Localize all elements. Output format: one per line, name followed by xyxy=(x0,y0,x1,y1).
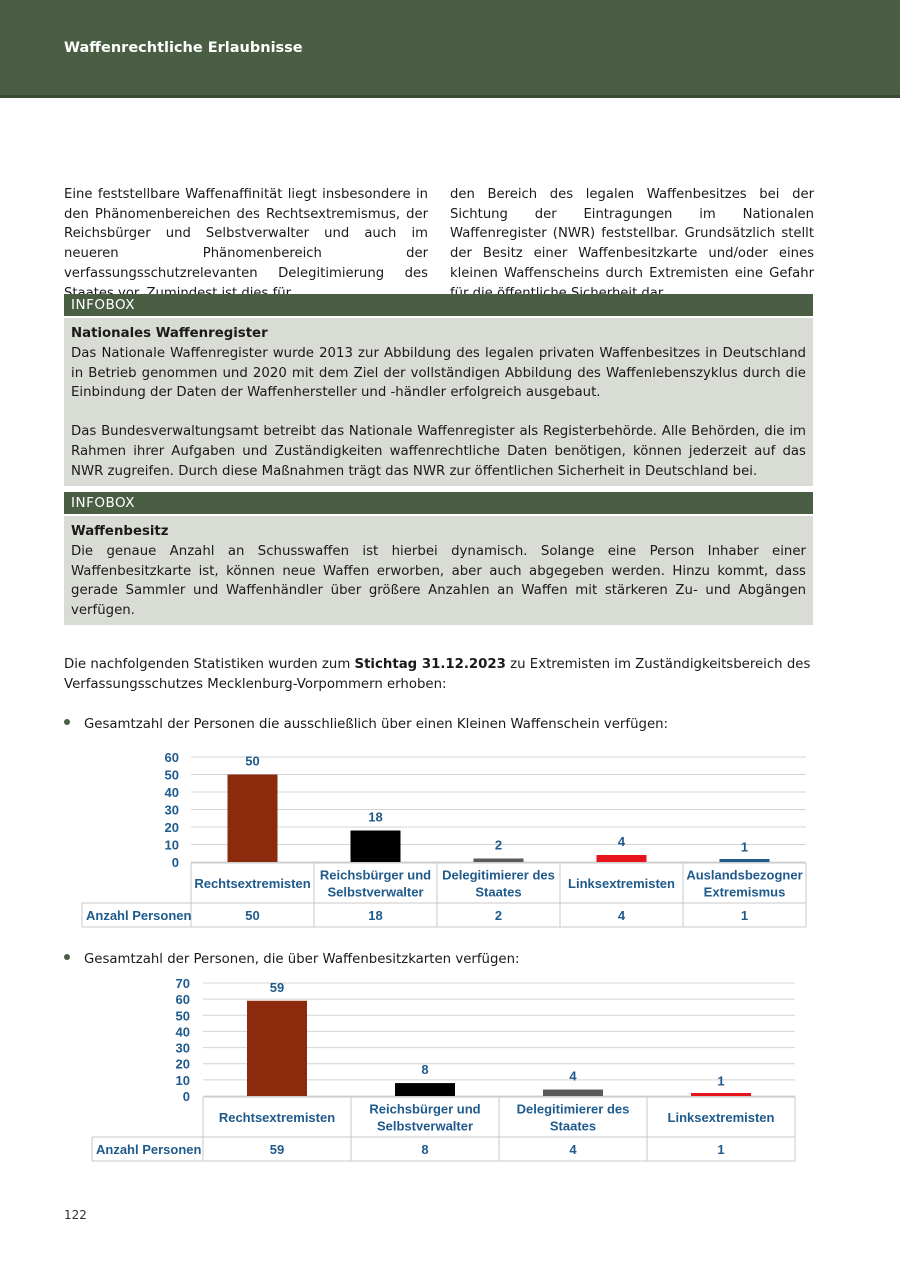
y-tick-label: 60 xyxy=(175,992,190,1008)
category-label: Linksextremisten xyxy=(568,876,675,891)
intro-stichtag: Stichtag 31.12.2023 xyxy=(354,657,506,672)
category-label: Reichsbürger und xyxy=(319,867,432,883)
y-tick-label: 40 xyxy=(164,785,179,800)
page-number: 122 xyxy=(64,1208,87,1222)
category-label: Selbstverwalter xyxy=(327,884,424,900)
bar xyxy=(543,1090,603,1096)
table-value: 8 xyxy=(421,1142,429,1157)
category-label: Reichsbürger und xyxy=(369,1101,481,1117)
category-label: Auslandsbezogner xyxy=(686,867,803,883)
data-label: 4 xyxy=(569,1068,577,1084)
category-label: Staates xyxy=(549,1118,597,1134)
bar xyxy=(474,859,524,863)
bar xyxy=(228,775,278,863)
table-value: 2 xyxy=(494,908,503,923)
table-value: 50 xyxy=(245,908,260,923)
y-tick-label: 60 xyxy=(164,750,179,765)
y-tick-label: 30 xyxy=(164,802,179,818)
y-tick-label: 30 xyxy=(175,1040,190,1056)
infobox-label: INFOBOX xyxy=(64,294,813,316)
intro-text: Die nachfolgenden Statistiken wurden zum xyxy=(64,657,355,672)
infobox-waffenbesitz xyxy=(64,492,813,625)
infobox-body xyxy=(64,318,813,486)
bullet-dot-icon xyxy=(64,719,70,725)
category-label: Delegitimierer des xyxy=(442,867,555,883)
y-tick-label: 0 xyxy=(171,855,179,870)
bar xyxy=(597,855,647,862)
data-label: 8 xyxy=(421,1062,429,1078)
data-label: 2 xyxy=(494,837,503,853)
category-label: Selbstverwalter xyxy=(376,1118,474,1134)
infobox-paragraph: Das Nationale Waffenregister wurde 2013 zur Abbildung des legalen privaten Waffenbesitzes in Deutschland in Betrieb genommen und 2020 mit dem Ziel der vollständigen Abbildung des Waffenlebenszyklus durch die Einbindung der Daten der Waffenhersteller und -händler erfolgreich ausgebaut. xyxy=(71,345,806,401)
table-value: 59 xyxy=(269,1142,285,1157)
table-value: 1 xyxy=(740,908,749,923)
data-label: 1 xyxy=(717,1073,725,1089)
data-label: 1 xyxy=(740,839,749,855)
category-label: Staates xyxy=(475,884,522,900)
infobox-label: INFOBOX xyxy=(64,492,813,514)
infobox-title: Waffenbesitz xyxy=(71,524,169,539)
page-header xyxy=(0,0,900,98)
table-value: 4 xyxy=(569,1142,577,1157)
y-tick-label: 50 xyxy=(164,767,179,783)
y-tick-label: 50 xyxy=(175,1008,190,1024)
y-tick-label: 20 xyxy=(175,1056,190,1072)
header-title: Waffenrechtliche Erlaubnisse xyxy=(64,40,303,56)
bar xyxy=(691,1093,751,1096)
body-text-right: den Bereich des legalen Waffenbesitzes bei der Sichtung der Eintragungen im Nationalen Waffenregister (NWR) feststellbar. Grundsätzlich stellt der Besitz einer Waffenbesitzkarte und/oder eines kleinen Waffenscheins durch Extremisten eine Gefahr xyxy=(450,187,814,281)
infobox-body xyxy=(64,516,813,625)
bar xyxy=(247,1001,307,1096)
category-label: Linksextremisten xyxy=(667,1110,775,1125)
data-label: 4 xyxy=(617,834,626,849)
infobox-waffenregister xyxy=(64,294,813,486)
category-label: Extremismus xyxy=(703,884,786,900)
table-value: 4 xyxy=(617,908,626,923)
y-tick-label: 70 xyxy=(175,976,190,991)
bullet-text: Gesamtzahl der Personen, die über Waffenbesitzkarten verfügen: xyxy=(84,952,520,967)
infobox-paragraph: Das Bundesverwaltungsamt betreibt das Nationale Waffenregister als Registerbehörde. Alle Behörden, die im Rahmen ihrer Aufgaben und Zuständigkeiten waffenrechtliche Daten benötigen, können jederzeit auf das NWR zugreifen. Durch diese Maßnahmen trägt das NWR zur öffentlichen Sicherheit in Deutschland bei. xyxy=(71,424,806,479)
data-label: 18 xyxy=(368,809,383,825)
category-label: Rechtsextremisten xyxy=(194,876,311,891)
bullet-item xyxy=(64,716,668,734)
infobox-paragraph: Die genaue Anzahl an Schusswaffen ist hierbei dynamisch. Solange eine Person Inhaber einer Waffenbesitzkarte ist, können neue Waffen erworben, aber auch abgegeben werden. Hinzu kommt, dass gerade Sammler und Waffenhändler über größere Anzahlen an Waffen mit stärkeren Zu- und Abgängen verfügen. xyxy=(71,543,806,619)
infobox-title: Nationales Waffenregister xyxy=(71,326,268,341)
bar xyxy=(720,859,770,862)
y-tick-label: 40 xyxy=(175,1024,190,1040)
table-value: 18 xyxy=(368,908,383,923)
bar xyxy=(351,831,401,863)
y-tick-label: 10 xyxy=(164,837,179,853)
table-value: 1 xyxy=(717,1142,725,1157)
y-tick-label: 10 xyxy=(175,1072,190,1088)
table-series-label: Anzahl Personen xyxy=(96,1142,202,1157)
y-tick-label: 20 xyxy=(164,820,179,835)
category-label: Rechtsextremisten xyxy=(218,1110,336,1125)
table-series-label: Anzahl Personen xyxy=(86,908,192,923)
intro-text: zu Extremisten im Zuständigkeitsbereich des Verfassungsschutzes Mecklenburg-Vorpommern erhoben: xyxy=(64,657,811,692)
chart-kleiner-waffenschein xyxy=(0,745,900,930)
data-label: 50 xyxy=(245,753,260,769)
bullet-dot-icon xyxy=(64,954,70,960)
category-label: Delegitimierer des xyxy=(516,1101,630,1117)
y-tick-label: 0 xyxy=(182,1089,190,1104)
bullet-item xyxy=(64,951,519,969)
body-columns xyxy=(64,185,814,303)
bullet-text: Gesamtzahl der Personen die ausschließlich über einen Kleinen Waffenschein verfügen: xyxy=(84,717,669,732)
body-text-left: Eine feststellbare Waffenaffinität liegt insbesondere in den Phänomenbereichen des Rechtsextremismus, der Reichsbürger und Selbstverwalter und auch im neueren Phänomenbereich der verfassungsschutzrelevanten Delegitimierung des xyxy=(64,187,428,281)
chart-waffenbesitzkarten xyxy=(0,972,900,1164)
intro-paragraph xyxy=(64,655,814,695)
data-label: 59 xyxy=(269,979,285,995)
bar xyxy=(395,1083,455,1096)
